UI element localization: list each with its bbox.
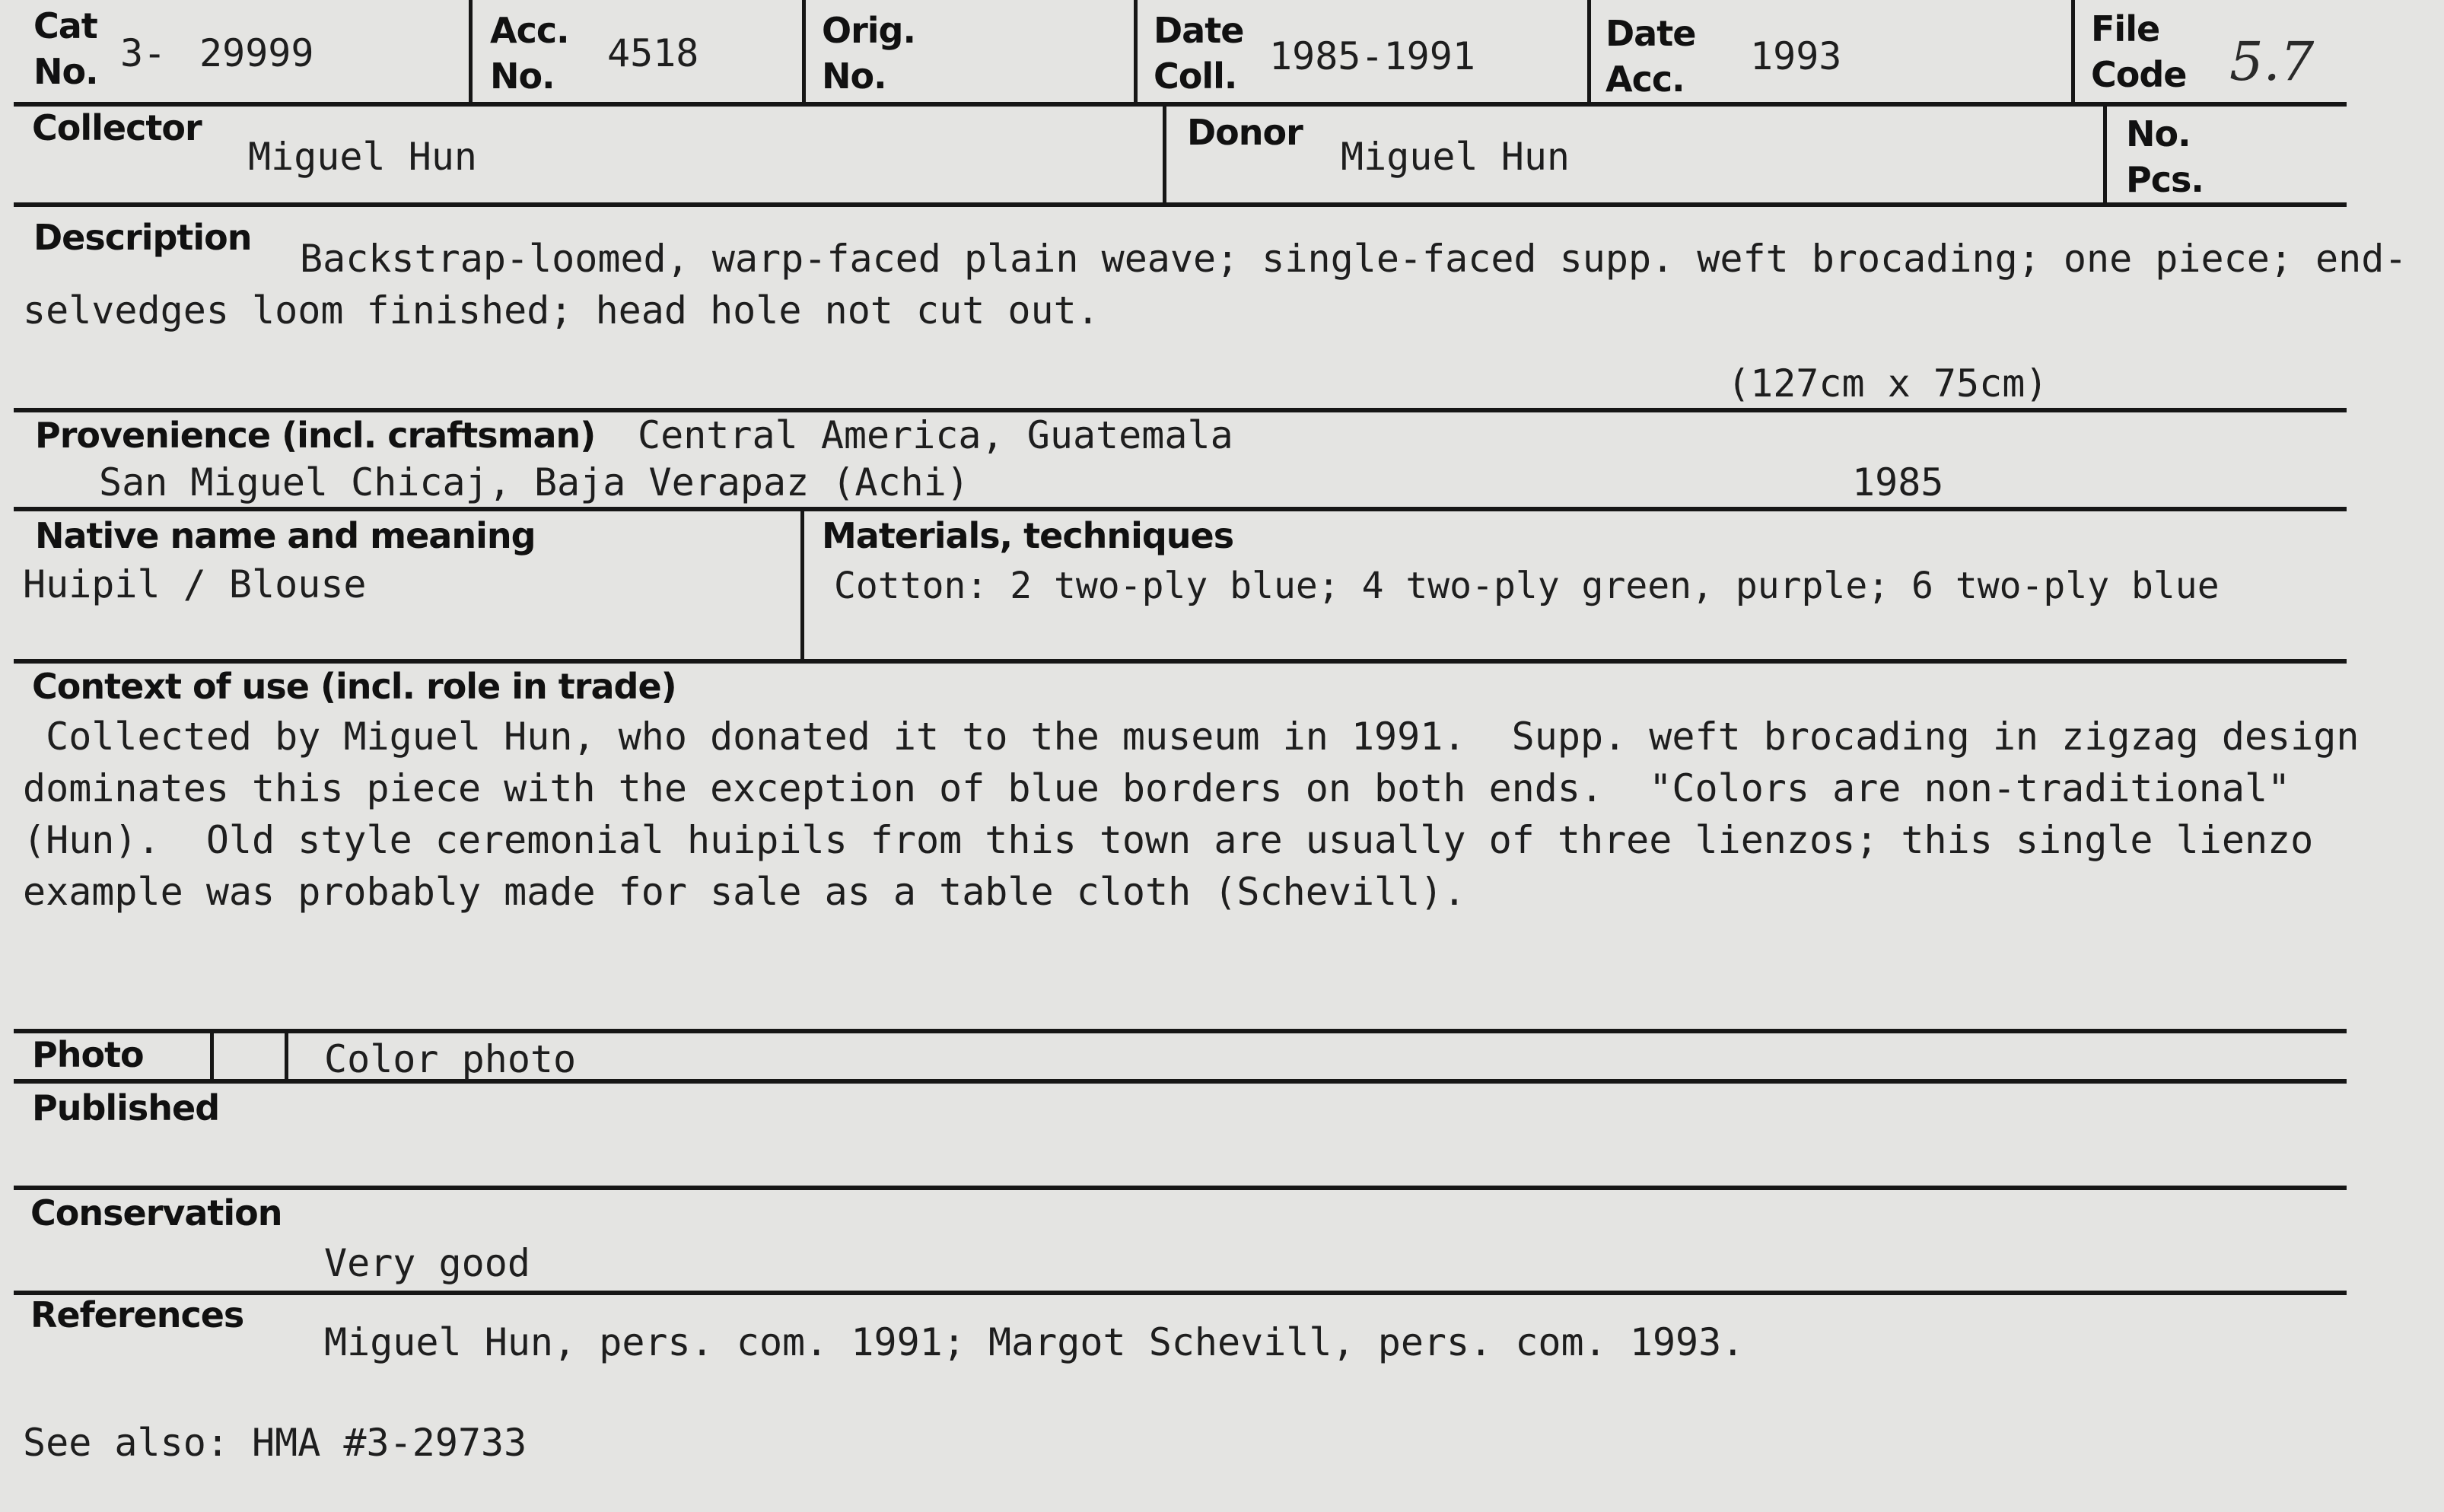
native-name-label: Native name and meaning (35, 515, 536, 556)
no-pcs-label: No. Pcs. (2126, 113, 2204, 200)
provenience-line1: Central America, Guatemala (638, 413, 1233, 457)
conservation-label: Conservation (30, 1192, 282, 1233)
rule-published-bottom (14, 1186, 2347, 1190)
materials-label: Materials, techniques (822, 515, 1234, 556)
provenience-line2: San Miguel Chicaj, Baja Verapaz (Achi) (99, 460, 969, 505)
collector-label: Collector (32, 107, 202, 148)
rule-v-photo-1 (210, 1030, 214, 1082)
donor-label: Donor (1187, 112, 1303, 153)
cat-prefix: 3- (120, 31, 167, 75)
rule-header-bottom (14, 102, 2347, 107)
date-acc-value: 1993 (1750, 34, 1842, 78)
rule-v-orig (1134, 0, 1138, 105)
rule-collector-bottom (14, 202, 2347, 207)
references-value: Miguel Hun, pers. com. 1991; Margot Schevill, pers. com. 1993. (324, 1320, 1745, 1364)
rule-conservation-bottom (14, 1291, 2347, 1295)
cat-no-label: Cat No. (33, 5, 98, 92)
collector-value: Miguel Hun (248, 135, 478, 179)
provenience-year: 1985 (1852, 460, 1944, 505)
donor-value: Miguel Hun (1341, 135, 1570, 179)
conservation-value: Very good (324, 1241, 530, 1285)
native-name-value: Huipil / Blouse (23, 562, 367, 606)
date-coll-label: Date Coll. (1154, 10, 1244, 97)
rule-v-cat (469, 0, 473, 105)
description-text: Backstrap-loomed, warp-faced plain weave; single-faced supp. weft brocading; one piece; end-selvedges loom finished; head hole not cut out. (23, 237, 2407, 333)
rule-native-bottom (14, 659, 2347, 664)
date-acc-label: Date Acc. (1605, 13, 1696, 100)
photo-label: Photo (32, 1034, 144, 1075)
published-label: Published (32, 1087, 220, 1128)
see-also: See also: HMA #3-29733 (23, 1421, 527, 1465)
orig-no-label: Orig. No. (822, 10, 915, 97)
context-label: Context of use (incl. role in trade) (32, 666, 676, 707)
references-label: References (30, 1294, 244, 1335)
provenience-label: Provenience (incl. craftsman) (35, 415, 596, 456)
rule-v-materials (800, 508, 804, 662)
acc-no-label: Acc. No. (490, 10, 569, 97)
rule-v-datecoll (1587, 0, 1591, 105)
rule-v-nopcs (2103, 103, 2107, 205)
context-text: Collected by Miguel Hun, who donated it to the museum in 1991. Supp. weft brocading in zigzag design dominates this piece with the exception of blue borders on both ends. "Colors are non-traditional" (Hun). Old style ceremonial huipils from this town are usually of three lienzos; this single lienzo example was probably made for sale as a table cloth (Schevill). (23, 715, 2382, 914)
materials-value: Cotton: 2 two-ply blue; 4 two-ply green, purple; 6 two-ply blue (834, 565, 2220, 607)
description-label: Description (33, 217, 252, 258)
file-code-label: File Code (2091, 8, 2187, 95)
description-dimensions: (127cm x 75cm) (1727, 361, 2048, 406)
date-coll-value: 1985-1991 (1269, 34, 1475, 78)
file-code-value: 5.7 (2229, 30, 2315, 93)
rule-v-dateacc (2071, 0, 2075, 105)
rule-v-acc (802, 0, 806, 105)
cat-no-value: 29999 (199, 31, 314, 75)
rule-v-photo-2 (285, 1030, 288, 1082)
rule-v-donor (1163, 103, 1166, 205)
photo-value: Color photo (324, 1037, 577, 1081)
acc-no-value: 4518 (607, 31, 699, 75)
